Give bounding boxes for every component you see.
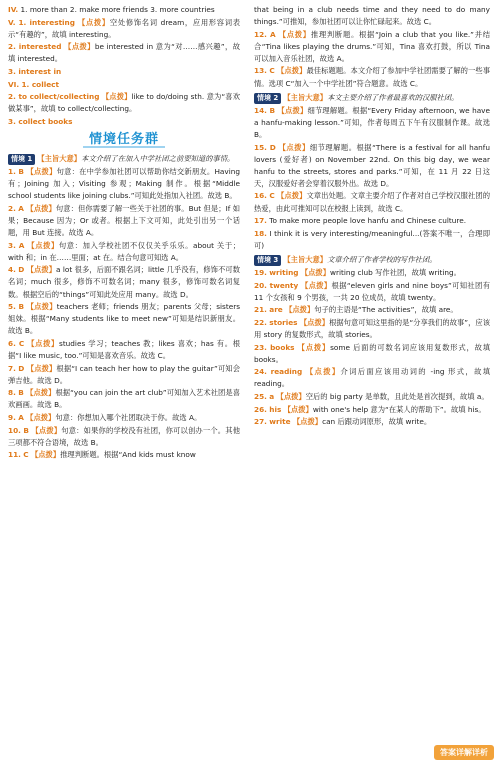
item-number: 7. (8, 363, 16, 373)
hint-tag: 【点拨】 (276, 391, 306, 401)
answer-item (8, 203, 240, 239)
hint-tag: 【点拨】 (283, 404, 313, 414)
explanation-text: 句意：在中学参加社团可以帮助你结交新朋友。Having 有；Joining 加入；Visiting 参观；Making 制作。根据“Middle school students like joining clubs.”可知此处指加入社团。故选 B。 (8, 167, 241, 201)
explanation-text: 细节理解题。根据“There is a festival for all hanfu lovers (爱好者) on November 22nd. On this big day, we wear hanfu to the streets, stores and parks.”可知，在 11 月 22 日这天，汉服爱好者会穿着汉服外出。故选 D。 (254, 142, 490, 188)
explanation-text: 推理判断题。根据“And kids must know (60, 450, 196, 460)
hint-tag: 【点拨】 (26, 203, 56, 213)
item-number: 5. (8, 302, 16, 312)
answer-key: 3. interest in (8, 66, 62, 76)
answer-key: D (18, 265, 25, 275)
explanation-text: that being in a club needs time and they need to do many things.”可推知，参加社团可以让你忙碌起来。故选 C。 (254, 5, 490, 27)
item-number: VI. (8, 79, 20, 89)
explanation-text: writing club 写作社团，故填 writing。 (330, 267, 461, 277)
answer-item (8, 79, 240, 91)
explanation-text: To make more people love hanfu and Chinese culture. (269, 216, 467, 226)
explanation-text: 细节理解题。根据“Every Friday afternoon, we have a hanfu-making lesson.”可知，作者每周五下午有汉服制作课。故选 B。 (254, 105, 490, 139)
item-number: 9. (8, 413, 16, 422)
summary-tag: 【主旨大意】 (283, 92, 328, 102)
answer-key: write (269, 417, 291, 427)
answer-item (8, 240, 240, 264)
answer-item (254, 416, 490, 428)
item-number: IV. (8, 5, 19, 14)
explanation-text: 推理判断题。根据“Join a club that you like.”并结合“Tina likes playing the drums.”可知，Tina 喜欢打鼓，所以 Tina 可以加入音乐社团，故选 A。 (254, 29, 491, 63)
explanation-text: 最佳标题题。本文介绍了参加中学社团需要了解的一些事情。选项 C“加入一个中学社团”符合题意。故选 C。 (254, 66, 491, 88)
hint-tag: 【点拨】 (300, 267, 331, 277)
answer-item (8, 449, 240, 461)
answer-item (8, 338, 240, 362)
scenario-badge: 情境 2 (254, 93, 281, 104)
hint-tag: 【点拨】 (26, 302, 57, 312)
answer-key: a (269, 391, 275, 401)
answer-item (254, 105, 490, 141)
answer-key: stories (269, 317, 298, 327)
answer-key: A (270, 29, 276, 39)
item-number: 21. (254, 305, 267, 315)
answer-item (254, 391, 490, 403)
hint-tag: 【点拨】 (77, 17, 110, 27)
summary-tag: 【主旨大意】 (283, 254, 328, 264)
explanation-text: 句意：你想加入哪个社团取决于你。故选 A。 (55, 413, 202, 422)
explanation-text: 句子的主语是“The activities”，故填 are。 (314, 305, 458, 315)
answer-item (254, 142, 490, 190)
answer-item (254, 215, 490, 227)
answer-item (8, 264, 240, 300)
scenario-1-answers (8, 166, 240, 461)
left-column (8, 4, 240, 462)
hint-tag: 【点拨】 (30, 450, 61, 460)
explanation-text: 空处修饰名词 dream，应用形容词表示“有趣的”，故填 interesting。 (8, 17, 241, 39)
answer-item (8, 4, 240, 16)
summary-text: 本文主要介绍了作者最喜欢的汉服社团。 (327, 92, 459, 102)
explanation-text: 句意：如果你的学校没有社团，你可以创办一个。其他三项都不符合语境，故选 B。 (8, 425, 240, 447)
explanation-text: a lot 很多，后面不跟名词；little 几乎没有，修饰不可数名词；much 很多，修饰不可数名词；many 很多，修饰可数名词复数。根据空后的“things”可知此处应用 many。故选 D。 (8, 265, 241, 299)
section-title (8, 131, 240, 148)
answer-key: books (270, 342, 295, 352)
hint-tag: 【点拨】 (64, 42, 95, 52)
answer-key: reading (270, 367, 303, 377)
hint-tag: 【点拨】 (292, 417, 323, 427)
summary-text: 文章介绍了作者学校的写作社团。 (327, 254, 437, 264)
item-number: 15. (254, 142, 267, 152)
answer-item (254, 228, 490, 252)
scenario-2-answers (254, 105, 490, 252)
answer-item (8, 166, 240, 202)
answer-item (8, 116, 240, 128)
answer-item (254, 317, 490, 341)
answer-key: B (18, 302, 24, 312)
answer-item (8, 387, 240, 411)
hint-tag: 【点拨】 (31, 425, 62, 435)
hint-tag: 【点拨】 (26, 167, 57, 177)
item-number: 20. (254, 280, 267, 290)
item-number: 18. (254, 228, 267, 238)
answer-item (254, 342, 490, 366)
item-number: 11. (8, 450, 21, 460)
answer-key: his (269, 404, 282, 414)
scenario-1-header (8, 153, 240, 165)
hint-tag: 【点拨】 (26, 388, 56, 398)
explanation-text: 根据“eleven girls and nine boys”可知社团有 11 个女孩和 9 个男孩，一共 20 位成员，故填 twenty。 (254, 280, 491, 302)
explanation-text: 根据句意可知这里指的是“分享我们的故事”，应该用 story 的复数形式，故填 stories。 (254, 317, 490, 339)
item-number: 3. (8, 240, 16, 250)
hint-tag: 【点拨】 (278, 29, 311, 39)
hint-tag: 【点拨】 (285, 305, 315, 315)
answer-key: A (18, 240, 25, 250)
answer-key: C (18, 338, 25, 348)
answer-item (8, 425, 240, 449)
item-number: V. (8, 17, 16, 27)
explanation-text: 根据“you can join the art club”可知加入艺术社团是喜欢画画。故选 B。 (8, 388, 241, 410)
answer-key: are (269, 305, 283, 315)
hint-tag: 【点拨】 (101, 92, 132, 102)
footer-label: 答案详解详析 (434, 745, 494, 760)
item-number: 23. (254, 342, 267, 352)
scenario-badge: 情境 1 (8, 154, 35, 165)
answer-item (8, 363, 240, 387)
item-number: 10. (8, 425, 21, 435)
scenario-2-header (254, 92, 490, 104)
scenario-3-header (254, 254, 490, 266)
answer-item (8, 66, 240, 78)
explanation-text: 句意：但你需要了解一些关于社团的事。But 但是；If 如果；Because 因为；Or 或者。根据上下文可知，此处引出另一个话题，用 But 连接。故选 A。 (8, 203, 240, 238)
hint-tag: 【点拨】 (26, 363, 57, 373)
answer-item (8, 17, 240, 41)
explanation-text: teachers 老师；friends 朋友；parents 父母；sisters 姐妹。根据“Many students like to meet new”可知是结识新朋友。故选 B。 (8, 302, 241, 336)
explanation-text: I think it is very interesting/meaningful...(答案不唯一，合理即可) (254, 228, 490, 250)
answer-item (8, 301, 240, 337)
answer-key: B (18, 167, 24, 177)
answer-item (8, 412, 240, 424)
answer-item (254, 304, 490, 316)
item-number: 4. (8, 265, 16, 275)
answer-key: 1. interesting (18, 17, 75, 27)
explanation-text: some 后面的可数名词应该用复数形式，故填 books。 (254, 342, 491, 364)
item-number: 13. (254, 66, 267, 76)
hint-tag: 【点拨】 (299, 317, 330, 327)
item-number: 16. (254, 191, 267, 201)
answer-item (254, 280, 490, 304)
explanation-text: 根据“I can teach her how to play the guitar”可知会弹吉他。故选 D。 (8, 363, 240, 385)
exercise-answers (8, 4, 240, 128)
answer-key: C (269, 191, 275, 201)
answer-item (254, 366, 490, 390)
summary-text: 本文介绍了在加入中学社团之前要知道的事情。 (81, 154, 235, 164)
answer-key: A (18, 203, 24, 213)
answer-key: writing (269, 267, 299, 277)
hint-tag: 【点拨】 (305, 367, 341, 377)
answer-item (254, 404, 490, 416)
item-number: 1. (8, 167, 16, 177)
hint-tag: 【点拨】 (278, 142, 310, 152)
explanation-text: can 后跟动词原形，故填 write。 (322, 417, 432, 427)
hint-tag: 【点拨】 (27, 338, 60, 348)
item-number: 25. (254, 391, 267, 401)
hint-tag: 【点拨】 (26, 265, 57, 275)
item-number: 19. (254, 267, 267, 277)
answer-item (8, 41, 240, 65)
explanation-text: 句意：加入学校社团不仅仅关乎乐乐。about 关于；with 和；in 在……里面；at 在。结合句意可知选 A。 (8, 240, 241, 262)
answer-item (254, 4, 490, 28)
answer-key: twenty (269, 280, 299, 290)
answer-key: D (269, 142, 276, 152)
answer-key: 2. to collect/collecting (8, 92, 100, 102)
answer-key: A (18, 413, 24, 422)
scenario-badge: 情境 3 (254, 255, 281, 266)
explanation-text: with one's help 意为“在某人的帮助下”。故填 his。 (312, 404, 486, 414)
section-title-text: 情境任务群 (83, 134, 165, 148)
item-number: 22. (254, 317, 267, 327)
explanation-text: 1. more than 2. make more friends 3. more countries (20, 5, 215, 14)
hint-tag: 【点拨】 (277, 191, 307, 201)
item-number: 17. (254, 216, 267, 226)
hint-tag: 【点拨】 (300, 280, 332, 290)
right-column (254, 4, 490, 429)
answer-key: 1. collect (21, 79, 59, 89)
answer-key: B (23, 425, 29, 435)
explanation-text: 文章出处题。文章主要介绍了作者对自己学校汉服社团的热爱，由此可推知可以在校报上读到，故选 C。 (254, 191, 491, 213)
answer-item (8, 91, 240, 115)
item-number: 24. (254, 367, 267, 377)
answer-key: D (18, 363, 25, 373)
hint-tag: 【点拨】 (277, 66, 307, 76)
item-number: 27. (254, 417, 267, 427)
answer-item (254, 190, 490, 214)
hint-tag: 【点拨】 (277, 105, 308, 115)
scenario-1-answers-cont (254, 4, 490, 90)
explanation-text: like to do/doing sth. 意为“喜欢做某事”，故填 to collect/collecting。 (8, 92, 241, 114)
answer-key: 2. interested (8, 42, 62, 52)
explanation-text: be interested in 意为“对……感兴趣”，故填 interested。 (8, 42, 241, 64)
item-number: 8. (8, 388, 16, 398)
explanation-text: 介词后面应该用动词的 -ing 形式，故填 reading。 (254, 367, 491, 389)
answer-key: C (269, 66, 275, 76)
summary-tag: 【主旨大意】 (37, 154, 82, 164)
answer-key: 3. collect books (8, 116, 73, 126)
item-number: 26. (254, 404, 267, 414)
answer-item (254, 29, 490, 65)
item-number: 2. (8, 203, 16, 213)
explanation-text: 空后的 big party 是单数，且此处是首次提到，故填 a。 (305, 391, 489, 401)
hint-tag: 【点拨】 (27, 240, 59, 250)
answer-item (254, 267, 490, 279)
item-number: 6. (8, 338, 16, 348)
item-number: 12. (254, 29, 267, 39)
answer-key: B (269, 105, 276, 115)
item-number: 14. (254, 105, 267, 115)
answer-item (254, 65, 490, 89)
hint-tag: 【点拨】 (297, 342, 331, 352)
answer-key: C (23, 450, 29, 460)
scenario-3-answers (254, 267, 490, 428)
explanation-text: studies 学习；teaches 教；likes 喜欢；has 有。根据“I like music, too.”可知是喜欢音乐。故选 C。 (8, 338, 240, 361)
answer-key: B (18, 388, 24, 398)
hint-tag: 【点拨】 (26, 413, 56, 422)
